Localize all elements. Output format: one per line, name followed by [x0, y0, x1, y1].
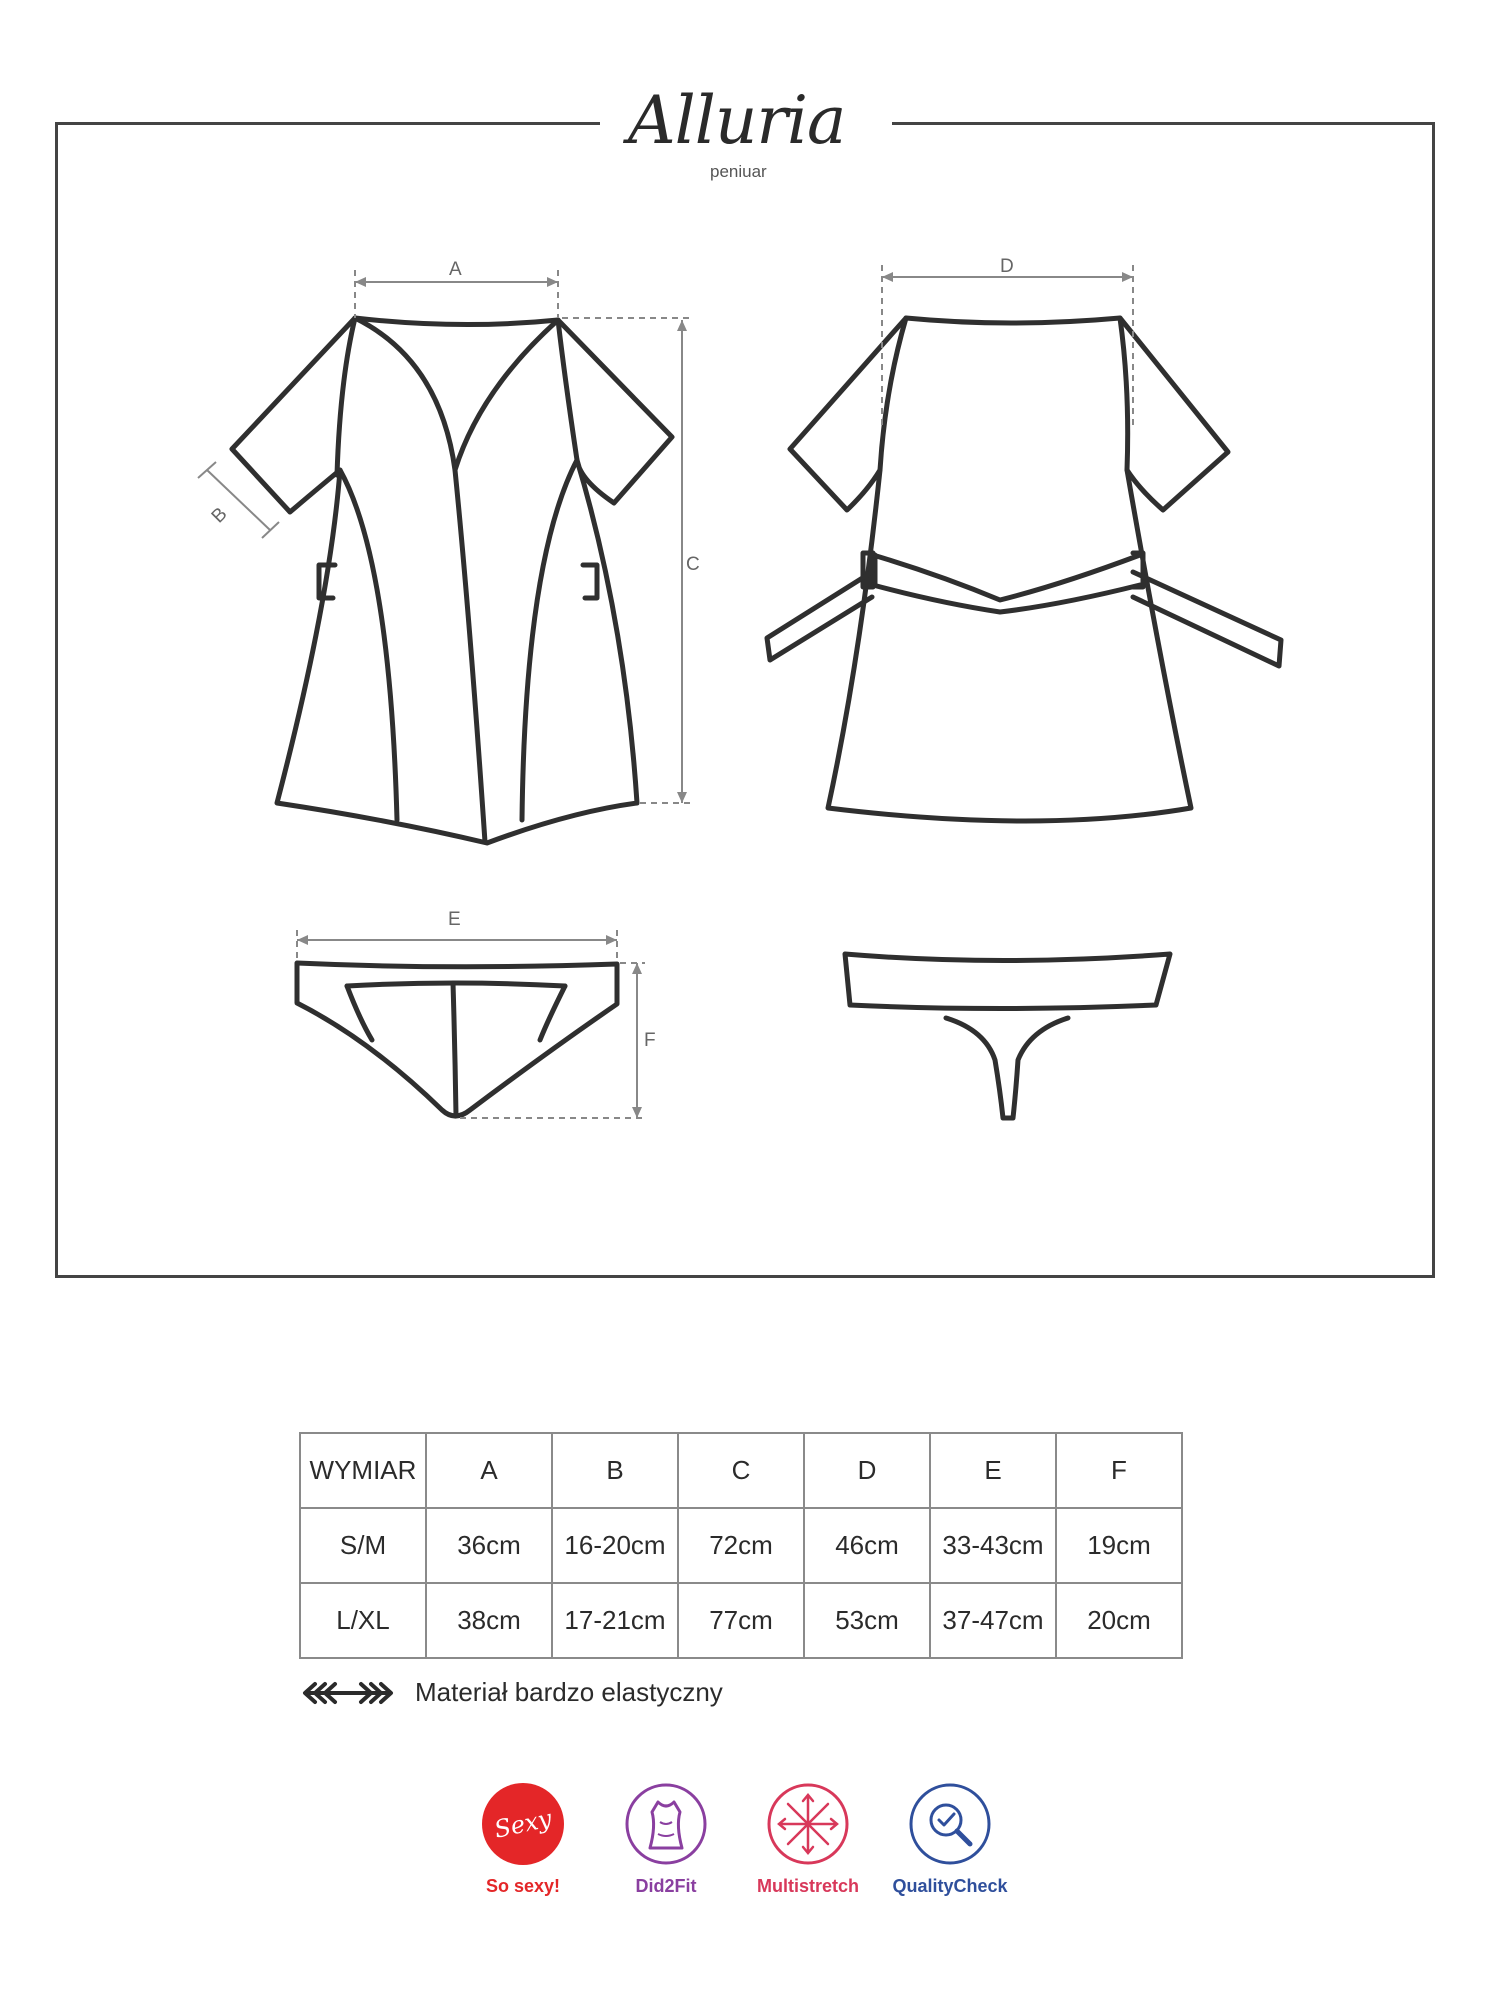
table-header-row	[300, 1433, 1182, 1508]
header-cell: A	[426, 1433, 552, 1508]
header-cell: D	[804, 1433, 930, 1508]
dimension-label-e: E	[448, 909, 461, 930]
sexy-lips-icon	[481, 1782, 565, 1866]
dimension-label-d: D	[1000, 256, 1014, 277]
badge-label: QualityCheck	[892, 1876, 1008, 1896]
header-cell: E	[930, 1433, 1056, 1508]
robe-front-drawing	[232, 318, 672, 843]
table-cell: 77cm	[678, 1583, 804, 1658]
table-cell: 20cm	[1056, 1583, 1182, 1658]
brand-name: Alluria	[628, 82, 846, 159]
badge-label: So sexy!	[485, 1876, 561, 1896]
table-cell: 16-20cm	[552, 1508, 678, 1583]
dimension-label-b: B	[207, 503, 232, 528]
table-cell: 33-43cm	[930, 1508, 1056, 1583]
robe-back-drawing	[767, 318, 1281, 821]
thong-front-drawing	[297, 963, 617, 1116]
header-cell: C	[678, 1433, 804, 1508]
dimension-label-a: A	[449, 259, 462, 280]
badge-did2fit	[591, 1782, 741, 1897]
double-arrow-stretch-icon	[301, 1681, 395, 1705]
dimension-arrowheads	[297, 272, 1133, 1118]
stretch-note-text: Materiał bardzo elastyczny	[415, 1677, 723, 1707]
badge-label: Did2Fit	[635, 1876, 697, 1896]
table-cell: 36cm	[426, 1508, 552, 1583]
table-cell: 19cm	[1056, 1508, 1182, 1583]
table-cell: 46cm	[804, 1508, 930, 1583]
header-cell: WYMIAR	[300, 1433, 426, 1508]
size-table	[299, 1432, 1183, 1659]
badge-label: Multistretch	[756, 1876, 859, 1896]
table-cell: L/XL	[300, 1583, 426, 1658]
table-cell: 37-47cm	[930, 1583, 1056, 1658]
dimension-label-c: C	[686, 554, 700, 575]
badge-quality-check	[875, 1782, 1025, 1897]
table-row	[300, 1508, 1182, 1583]
multistretch-arrows-icon	[766, 1782, 850, 1866]
header-cell: B	[552, 1433, 678, 1508]
table-row	[300, 1583, 1182, 1658]
dress-fit-icon	[624, 1782, 708, 1866]
table-cell: 72cm	[678, 1508, 804, 1583]
table-cell: 17-21cm	[552, 1583, 678, 1658]
header-cell: F	[1056, 1433, 1182, 1508]
badge-multistretch	[733, 1782, 883, 1897]
dimension-label-f: F	[644, 1030, 656, 1051]
table-cell: 53cm	[804, 1583, 930, 1658]
table-cell: S/M	[300, 1508, 426, 1583]
stretch-note	[301, 1677, 723, 1708]
thong-back-drawing	[845, 954, 1170, 1118]
badge-so-sexy	[448, 1782, 598, 1897]
dimension-lines	[198, 265, 1133, 1118]
badge-icon-text: Sexy	[491, 1804, 555, 1844]
product-type: peniuar	[710, 162, 767, 181]
magnifier-check-icon	[908, 1782, 992, 1866]
table-cell: 38cm	[426, 1583, 552, 1658]
